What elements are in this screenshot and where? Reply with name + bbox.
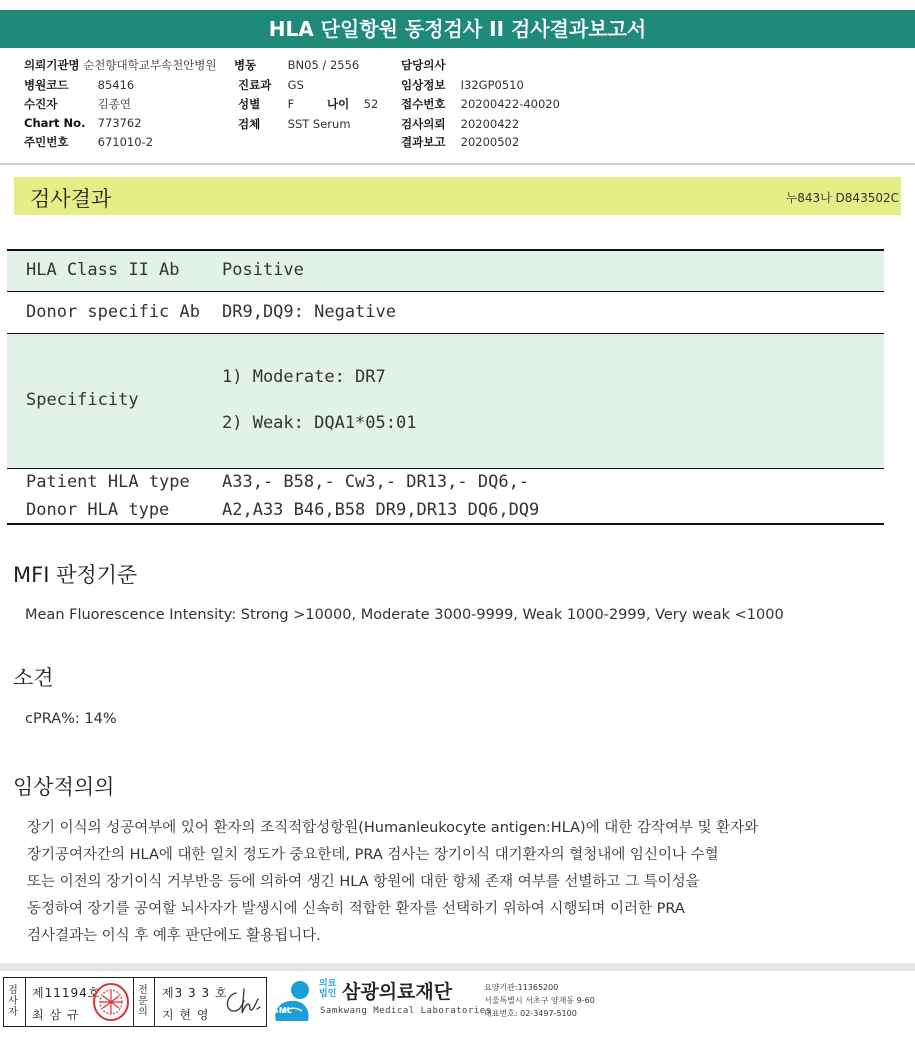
department-value: GS: [287, 78, 304, 92]
receipt-no-value: 20200422-40020: [460, 97, 560, 111]
request-date-label: 검사의뢰: [401, 117, 446, 131]
significance-title: 임상적의의: [13, 775, 115, 799]
patient-name-value: 김종연: [97, 97, 131, 111]
ward-field: [234, 57, 359, 73]
org-prefix-line: 의료: [319, 979, 337, 989]
receipt-no-label: 접수번호: [401, 97, 446, 111]
ward-value: BN05 / 2556: [287, 58, 360, 72]
resident-no-value: 671010-2: [97, 135, 154, 149]
org-english-name: Samkwang Medical Laboratories: [320, 1006, 492, 1016]
class2-label: HLA Class II Ab: [26, 260, 180, 280]
table-rule: [7, 333, 884, 334]
header-divider: [0, 163, 915, 165]
table-rule-bottom: [7, 523, 884, 525]
hospital-code-label: 병원코드: [24, 78, 69, 92]
vertical-char: 사: [8, 996, 18, 1007]
footer-divider: [0, 963, 915, 971]
signature-divider: [25, 978, 26, 1026]
chart-no-field: [24, 116, 142, 130]
resident-no-label: 주민번호: [24, 135, 69, 149]
inspector-vertical-label: [6, 985, 20, 1018]
result-title: 검사결과: [30, 187, 112, 211]
org-prefix-line: 법인: [319, 989, 337, 999]
specimen-label: 검체: [238, 117, 261, 131]
report-date-label: 결과보고: [401, 135, 446, 149]
specialist-name: 지 현 영: [162, 1008, 210, 1022]
patient-hla-value: A33,- B58,- Cw3,- DR13,- DQ6,-: [222, 472, 530, 492]
ward-label: 병동: [234, 58, 257, 72]
institution-label: 의뢰기관명: [24, 58, 80, 72]
org-name: 삼광의료재단: [342, 981, 453, 1003]
significance-line: 장기 이식의 성공여부에 있어 환자의 조직적합성항원(Humanleukocyte antigen:HLA)에 대한 감작여부 및 환자와: [27, 820, 759, 836]
significance-line: 장기공여자간의 HLA에 대한 일치 정도가 중요한데, PRA 검사는 장기이식 대기환자의 혈청내에 임신이나 수혈: [27, 847, 719, 863]
table-rule: [7, 291, 884, 292]
sml-logo-text: SML: [273, 1006, 292, 1015]
significance-line: 또는 이전의 장기이식 거부반응 등에 의하여 생긴 HLA 항원에 대한 항체 존재 여부를 선별하고 그 특이성을: [27, 874, 700, 890]
dsa-value: DR9,DQ9: Negative: [222, 302, 396, 322]
specificity-label: Specificity: [26, 390, 139, 410]
vertical-char: 검: [8, 985, 18, 996]
opinion-text: cPRA%: 14%: [25, 711, 117, 727]
org-address: 서울특별시 서초구 양재동 9-60: [484, 996, 595, 1005]
significance-line: 동정하여 장기를 공여할 뇌사자가 발생시에 신속히 적합한 환자를 선택하기 위하여 시행되며 이러한 PRA: [27, 901, 685, 917]
institution-field: [24, 57, 217, 73]
doctor-field: [401, 57, 457, 73]
result-code: 누843나 D843502C: [785, 191, 899, 205]
clinical-info-value: I32GP0510: [460, 78, 524, 92]
care-institution-no: 요양기관:11365200: [484, 983, 559, 992]
opinion-title: 소견: [13, 666, 54, 690]
age-field: [327, 96, 378, 112]
vertical-char: 자: [8, 1007, 18, 1018]
sex-field: [238, 96, 294, 112]
patient-name-field: [24, 96, 131, 112]
sex-value: F: [287, 97, 295, 111]
report-title: HLA 단일항원 동정검사 II 검사결과보고서: [0, 10, 915, 48]
specialist-vertical-label: [136, 985, 150, 1018]
result-banner: [14, 177, 901, 215]
mfi-title: MFI 판정기준: [13, 563, 138, 587]
institution-value: 순천향대학교부속천안병원: [83, 58, 217, 72]
significance-line: 검사결과는 이식 후 예후 판단에도 활용됩니다.: [27, 928, 321, 944]
sml-logo-icon: [270, 977, 318, 1027]
specimen-value: SST Serum: [287, 117, 351, 131]
class2-value: Positive: [222, 260, 304, 280]
table-rule-top: [7, 249, 884, 251]
dsa-label: Donor specific Ab: [26, 302, 200, 322]
clinical-info-label: 임상정보: [401, 78, 446, 92]
resident-no-field: [24, 134, 153, 150]
patient-name-label: 수진자: [24, 97, 58, 111]
receipt-no-field: [401, 96, 560, 112]
report-date-field: [401, 134, 519, 150]
clinical-info-field: [401, 77, 524, 93]
donor-hla-value: A2,A33 B46,B58 DR9,DR13 DQ6,DQ9: [222, 500, 540, 520]
inspector-license-no: 제11194호: [32, 986, 101, 1000]
handwritten-signature: [222, 985, 264, 1019]
doctor-label: 담당의사: [401, 58, 446, 72]
chart-no-value: 773762: [97, 116, 142, 130]
specialist-license-no: 제3 3 3 호: [162, 986, 228, 1000]
inspector-name: 최 삼 규: [32, 1008, 80, 1022]
department-label: 진료과: [238, 78, 272, 92]
table-rule: [7, 468, 884, 469]
request-date-value: 20200422: [460, 117, 520, 131]
red-seal-stamp: [92, 982, 130, 1022]
hospital-code-field: [24, 77, 134, 93]
specificity-line-2: 2) Weak: DQA1*05:01: [222, 413, 417, 433]
signature-divider: [154, 978, 155, 1026]
specificity-line-1: 1) Moderate: DR7: [222, 367, 386, 387]
report-date-value: 20200502: [460, 135, 520, 149]
chart-no-label: Chart No.: [24, 116, 86, 130]
donor-hla-label: Donor HLA type: [26, 500, 170, 520]
signature-divider: [133, 978, 134, 1026]
age-label: 나이: [327, 97, 350, 111]
request-date-field: [401, 116, 519, 132]
org-phone: 대표번호: 02-3497-5100: [484, 1009, 577, 1018]
patient-hla-label: Patient HLA type: [26, 472, 190, 492]
mfi-text: Mean Fluorescence Intensity: Strong >10000, Moderate 3000-9999, Weak 1000-2999, Very weak <1000: [25, 607, 784, 623]
department-field: [238, 77, 304, 93]
vertical-char: 의: [138, 1007, 148, 1018]
org-prefix: [319, 979, 336, 999]
hospital-code-value: 85416: [97, 78, 135, 92]
age-value: 52: [363, 97, 379, 111]
vertical-char: 전: [138, 985, 148, 996]
vertical-char: 문: [138, 996, 148, 1007]
sex-label: 성별: [238, 97, 261, 111]
specimen-field: [238, 116, 351, 132]
